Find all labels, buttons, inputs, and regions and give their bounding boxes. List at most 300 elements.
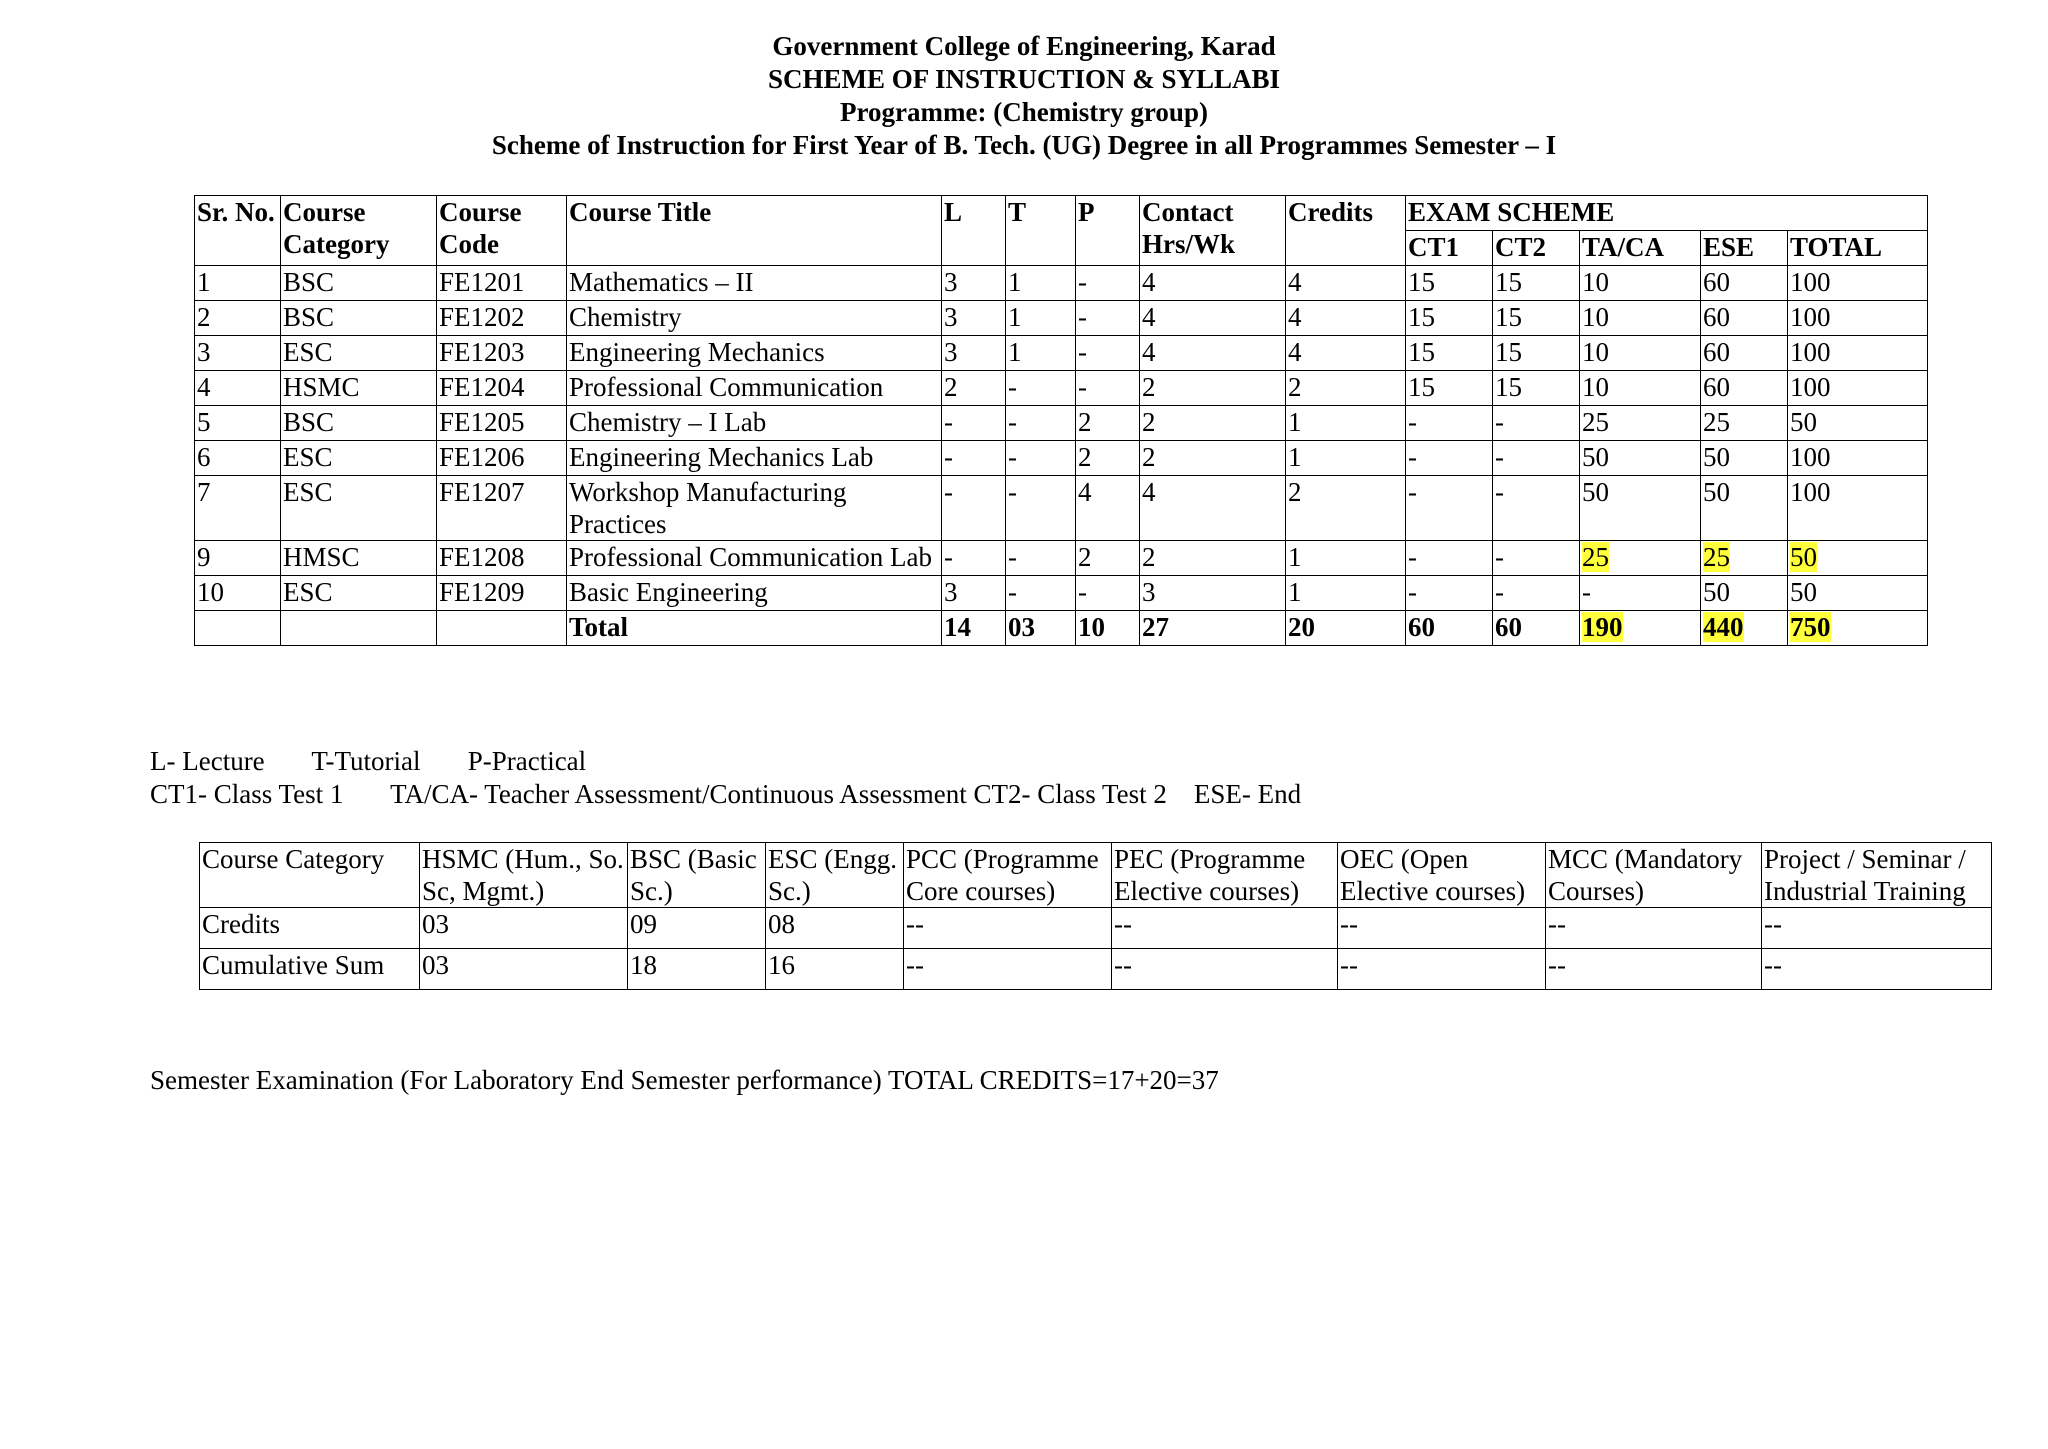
- table-row: [195, 336, 1928, 371]
- table-cell: [1580, 301, 1701, 336]
- table-cell: [437, 406, 567, 441]
- table-cell: [437, 541, 567, 576]
- header-title: Course Title: [567, 196, 942, 266]
- cell-text: -: [1078, 267, 1087, 297]
- cell-text: -: [1495, 477, 1504, 507]
- cell-text: BSC: [283, 407, 335, 437]
- table-row: [195, 441, 1928, 476]
- header-taca: TA/CA: [1580, 231, 1701, 266]
- cell-text: 4: [1288, 302, 1302, 332]
- table-cell: [1788, 441, 1928, 476]
- table-row: [195, 266, 1928, 301]
- cell-text: 50: [1703, 577, 1730, 607]
- cell-text: 60: [1703, 267, 1730, 297]
- cell-text: 1: [1288, 407, 1302, 437]
- table-cell: [1580, 336, 1701, 371]
- programme-title: Programme: (Chemistry group): [840, 97, 1208, 127]
- cell-text: -: [1008, 407, 1017, 437]
- table-cell: [1140, 541, 1286, 576]
- table-cell: [1140, 336, 1286, 371]
- table-cell: [281, 406, 437, 441]
- cell-text: 4: [1142, 477, 1156, 507]
- cell-text: Professional Communication Lab: [569, 542, 932, 572]
- cell-text: Professional Communication: [569, 372, 884, 402]
- table-cell: [195, 406, 281, 441]
- total-cell: [1493, 611, 1580, 646]
- category-cell: --: [1546, 908, 1762, 949]
- category-header-cell: BSC (Basic Sc.): [628, 843, 766, 908]
- cell-text: 1: [1288, 577, 1302, 607]
- table-cell: [942, 476, 1006, 541]
- cell-text: BSC: [283, 302, 335, 332]
- cell-text: 10: [1078, 612, 1105, 642]
- cell-text: -: [1008, 372, 1017, 402]
- table-cell: [281, 336, 437, 371]
- table-cell: [1006, 301, 1076, 336]
- table-cell: [281, 476, 437, 541]
- cell-text: 50: [1790, 542, 1817, 572]
- cell-text: 50: [1703, 477, 1730, 507]
- table-cell: [1006, 371, 1076, 406]
- cell-text: FE1202: [439, 302, 525, 332]
- table-row: [195, 576, 1928, 611]
- cell-text: 15: [1408, 267, 1435, 297]
- category-header-cell: Course Category: [200, 843, 420, 908]
- table-cell: [195, 301, 281, 336]
- category-cell: --: [1338, 908, 1546, 949]
- cell-text: 10: [197, 577, 224, 607]
- cell-text: 100: [1790, 372, 1831, 402]
- total-cell: [1286, 611, 1406, 646]
- cell-text: -: [1078, 372, 1087, 402]
- table-cell: [1286, 541, 1406, 576]
- table-cell: [1006, 441, 1076, 476]
- cell-text: -: [1078, 337, 1087, 367]
- table-cell: [195, 441, 281, 476]
- table-cell: [281, 301, 437, 336]
- table-cell: [567, 336, 942, 371]
- cell-text: FE1207: [439, 477, 525, 507]
- table-cell: [281, 371, 437, 406]
- table-cell: [1788, 576, 1928, 611]
- cell-text: 10: [1582, 372, 1609, 402]
- category-header-cell: OEC (Open Elective courses): [1338, 843, 1546, 908]
- header-t: T: [1006, 196, 1076, 266]
- cell-text: FE1205: [439, 407, 525, 437]
- total-cell: [1006, 611, 1076, 646]
- cell-text: 1: [197, 267, 211, 297]
- cell-text: FE1201: [439, 267, 525, 297]
- cell-text: 15: [1495, 372, 1522, 402]
- table-cell: [1076, 541, 1140, 576]
- table-cell: [1076, 476, 1140, 541]
- cell-text: 50: [1790, 407, 1817, 437]
- cell-text: 1: [1288, 542, 1302, 572]
- table-cell: [1788, 541, 1928, 576]
- header-sr: Sr. No.: [195, 196, 281, 266]
- cell-text: -: [1078, 302, 1087, 332]
- total-cell: [567, 611, 942, 646]
- table-cell: [1493, 371, 1580, 406]
- table-cell: [942, 441, 1006, 476]
- table-cell: [1406, 476, 1493, 541]
- table-cell: [1493, 301, 1580, 336]
- cell-text: 3: [944, 267, 958, 297]
- cell-text: 15: [1495, 337, 1522, 367]
- cell-text: 60: [1703, 372, 1730, 402]
- cell-text: HMSC: [283, 542, 360, 572]
- table-cell: [1406, 336, 1493, 371]
- cell-text: Workshop Manufacturing Practices: [569, 477, 847, 539]
- table-cell: [1140, 371, 1286, 406]
- table-row: [195, 541, 1928, 576]
- cell-text: FE1204: [439, 372, 525, 402]
- table-cell: [1286, 476, 1406, 541]
- table-cell: [1076, 301, 1140, 336]
- total-row: [195, 611, 1928, 646]
- cell-text: 2: [197, 302, 211, 332]
- table-cell: [1580, 576, 1701, 611]
- table-cell: [1701, 541, 1788, 576]
- table-cell: [1286, 441, 1406, 476]
- table-cell: [1286, 576, 1406, 611]
- table-cell: [1006, 266, 1076, 301]
- cell-text: -: [1408, 442, 1417, 472]
- table-cell: [567, 406, 942, 441]
- category-cell: 08: [766, 908, 904, 949]
- header-credits: Credits: [1286, 196, 1406, 266]
- header-row: [195, 196, 1928, 231]
- cell-text: 2: [944, 372, 958, 402]
- cell-text: 4: [1142, 337, 1156, 367]
- cell-text: FE1203: [439, 337, 525, 367]
- table-cell: [1006, 476, 1076, 541]
- total-cell: [1701, 611, 1788, 646]
- table-cell: [1006, 576, 1076, 611]
- cell-text: 4: [1142, 267, 1156, 297]
- table-cell: [1788, 266, 1928, 301]
- table-cell: [1286, 266, 1406, 301]
- cell-text: -: [1408, 477, 1417, 507]
- cell-text: 1: [1008, 267, 1022, 297]
- table-cell: [1406, 541, 1493, 576]
- cell-text: 1: [1288, 442, 1302, 472]
- cell-text: 440: [1703, 612, 1744, 642]
- table-cell: [567, 441, 942, 476]
- cell-text: 60: [1703, 337, 1730, 367]
- cell-text: 7: [197, 477, 211, 507]
- table-cell: [1701, 406, 1788, 441]
- total-credits-note: Semester Examination (For Laboratory End Semester performance) TOTAL CREDITS=17+20=37: [150, 1065, 1219, 1095]
- table-cell: [1076, 266, 1140, 301]
- header-total: TOTAL: [1788, 231, 1928, 266]
- cell-text: 2: [1078, 407, 1092, 437]
- table-cell: [1076, 406, 1140, 441]
- cell-text: Engineering Mechanics: [569, 337, 825, 367]
- cell-text: 25: [1582, 407, 1609, 437]
- cell-text: 4: [1142, 302, 1156, 332]
- table-cell: [942, 371, 1006, 406]
- table-cell: [195, 336, 281, 371]
- table-cell: [1406, 441, 1493, 476]
- table-cell: [567, 541, 942, 576]
- cell-text: 15: [1408, 302, 1435, 332]
- cell-text: FE1208: [439, 542, 525, 572]
- category-header-cell: Project / Seminar / Industrial Training: [1762, 843, 1992, 908]
- header-category: Course Category: [281, 196, 437, 266]
- table-cell: [1140, 406, 1286, 441]
- table-cell: [1406, 576, 1493, 611]
- cell-text: Total: [569, 612, 629, 642]
- table-cell: [195, 541, 281, 576]
- table-cell: [1493, 441, 1580, 476]
- table-cell: [942, 576, 1006, 611]
- category-cell: 03: [420, 949, 628, 990]
- table-cell: [1406, 266, 1493, 301]
- cell-text: -: [1495, 442, 1504, 472]
- cell-text: 9: [197, 542, 211, 572]
- cell-text: 50: [1703, 442, 1730, 472]
- cell-text: 2: [1078, 542, 1092, 572]
- cell-text: -: [1008, 477, 1017, 507]
- semester-title: Scheme of Instruction for First Year of B. Tech. (UG) Degree in all Programmes Semester – I: [491, 130, 1557, 160]
- cell-text: 2: [1288, 477, 1302, 507]
- cell-text: 100: [1790, 442, 1831, 472]
- legend-line-1: L- Lecture T-Tutorial P-Practical: [150, 746, 587, 776]
- table-cell: [1406, 406, 1493, 441]
- category-cell: --: [1762, 949, 1992, 990]
- table-cell: [1140, 441, 1286, 476]
- cell-text: -: [1408, 542, 1417, 572]
- cell-text: HSMC: [283, 372, 360, 402]
- header-exam-scheme: EXAM SCHEME: [1406, 196, 1928, 231]
- table-cell: [942, 406, 1006, 441]
- cell-text: 60: [1408, 612, 1435, 642]
- table-cell: [1701, 336, 1788, 371]
- table-cell: [942, 301, 1006, 336]
- cell-text: 2: [1142, 407, 1156, 437]
- cell-text: ESC: [283, 577, 333, 607]
- table-cell: [1493, 336, 1580, 371]
- cell-text: 03: [1008, 612, 1035, 642]
- table-cell: [1286, 371, 1406, 406]
- cell-text: Mathematics – II: [569, 267, 754, 297]
- table-cell: [1580, 476, 1701, 541]
- table-cell: [942, 336, 1006, 371]
- table-cell: [1701, 371, 1788, 406]
- table-cell: [437, 371, 567, 406]
- cell-text: -: [1495, 542, 1504, 572]
- cell-text: 50: [1790, 577, 1817, 607]
- table-cell: [1140, 476, 1286, 541]
- table-cell: [1580, 266, 1701, 301]
- table-cell: [1076, 336, 1140, 371]
- total-cell: [195, 611, 281, 646]
- header-contact: Contact Hrs/Wk: [1140, 196, 1286, 266]
- cell-text: 2: [1142, 372, 1156, 402]
- category-cell: --: [1338, 949, 1546, 990]
- cell-text: 750: [1790, 612, 1831, 642]
- cell-text: 3: [944, 577, 958, 607]
- total-cell: [1406, 611, 1493, 646]
- cell-text: 50: [1582, 442, 1609, 472]
- table-cell: [437, 576, 567, 611]
- cell-text: -: [944, 542, 953, 572]
- table-cell: [281, 266, 437, 301]
- header-p: P: [1076, 196, 1140, 266]
- cell-text: -: [1582, 577, 1591, 607]
- category-cell: Cumulative Sum: [200, 949, 420, 990]
- table-row: [195, 406, 1928, 441]
- table-cell: [1140, 576, 1286, 611]
- table-cell: [1286, 336, 1406, 371]
- table-cell: [567, 266, 942, 301]
- cell-text: 10: [1582, 337, 1609, 367]
- category-credits-table: [199, 842, 1992, 990]
- table-cell: [1493, 406, 1580, 441]
- cell-text: ESC: [283, 477, 333, 507]
- scheme-table: [194, 195, 1928, 646]
- category-header-cell: ESC (Engg. Sc.): [766, 843, 904, 908]
- cell-text: 4: [1288, 337, 1302, 367]
- table-cell: [1701, 476, 1788, 541]
- category-cell: 09: [628, 908, 766, 949]
- category-cell: --: [1112, 908, 1338, 949]
- table-cell: [1076, 371, 1140, 406]
- table-cell: [437, 441, 567, 476]
- table-cell: [195, 371, 281, 406]
- table-cell: [437, 301, 567, 336]
- cell-text: 60: [1703, 302, 1730, 332]
- table-cell: [1580, 406, 1701, 441]
- cell-text: 15: [1495, 302, 1522, 332]
- cell-text: 10: [1582, 302, 1609, 332]
- cell-text: 100: [1790, 302, 1831, 332]
- category-header-row: [200, 843, 1992, 908]
- table-cell: [1076, 441, 1140, 476]
- cell-text: 3: [944, 302, 958, 332]
- cell-text: 2: [1078, 442, 1092, 472]
- category-cell: --: [1546, 949, 1762, 990]
- cell-text: -: [1008, 542, 1017, 572]
- cell-text: 6: [197, 442, 211, 472]
- table-cell: [1788, 336, 1928, 371]
- table-cell: [1140, 266, 1286, 301]
- cell-text: Basic Engineering: [569, 577, 768, 607]
- cell-text: FE1209: [439, 577, 525, 607]
- cell-text: 25: [1703, 542, 1730, 572]
- total-cell: [942, 611, 1006, 646]
- table-cell: [281, 576, 437, 611]
- cell-text: 15: [1495, 267, 1522, 297]
- cell-text: 1: [1008, 337, 1022, 367]
- cell-text: -: [1495, 577, 1504, 607]
- table-cell: [1580, 541, 1701, 576]
- total-cell: [1580, 611, 1701, 646]
- cell-text: 190: [1582, 612, 1623, 642]
- table-cell: [1140, 301, 1286, 336]
- table-cell: [1286, 301, 1406, 336]
- table-cell: [1493, 541, 1580, 576]
- table-cell: [195, 266, 281, 301]
- cell-text: -: [1008, 442, 1017, 472]
- total-cell: [281, 611, 437, 646]
- college-name: Government College of Engineering, Karad: [772, 31, 1276, 61]
- cell-text: 15: [1408, 372, 1435, 402]
- table-cell: [1493, 476, 1580, 541]
- table-cell: [281, 441, 437, 476]
- total-cell: [1140, 611, 1286, 646]
- cell-text: 25: [1582, 542, 1609, 572]
- table-cell: [1406, 371, 1493, 406]
- cell-text: 1: [1008, 302, 1022, 332]
- table-cell: [195, 476, 281, 541]
- cell-text: -: [1495, 407, 1504, 437]
- category-header-cell: PCC (Programme Core courses): [904, 843, 1112, 908]
- table-cell: [437, 476, 567, 541]
- cell-text: 100: [1790, 337, 1831, 367]
- table-row: [195, 301, 1928, 336]
- table-cell: [1701, 266, 1788, 301]
- table-cell: [1006, 541, 1076, 576]
- cell-text: 3: [197, 337, 211, 367]
- document-header: [0, 30, 2048, 162]
- cell-text: 25: [1703, 407, 1730, 437]
- cell-text: 2: [1142, 542, 1156, 572]
- table-cell: [1286, 406, 1406, 441]
- table-row: [195, 476, 1928, 541]
- cell-text: 3: [1142, 577, 1156, 607]
- cell-text: -: [1408, 407, 1417, 437]
- total-cell: [1076, 611, 1140, 646]
- header-l: L: [942, 196, 1006, 266]
- cell-text: 14: [944, 612, 971, 642]
- cell-text: -: [944, 477, 953, 507]
- cell-text: 2: [1288, 372, 1302, 402]
- cell-text: 4: [1288, 267, 1302, 297]
- category-cell: Credits: [200, 908, 420, 949]
- cell-text: 4: [197, 372, 211, 402]
- table-cell: [1788, 371, 1928, 406]
- table-cell: [1701, 301, 1788, 336]
- cell-text: 27: [1142, 612, 1169, 642]
- table-row: [195, 371, 1928, 406]
- table-cell: [195, 576, 281, 611]
- cell-text: 15: [1408, 337, 1435, 367]
- header-ese: ESE: [1701, 231, 1788, 266]
- table-cell: [437, 266, 567, 301]
- category-row: [200, 949, 1992, 990]
- table-cell: [281, 541, 437, 576]
- cell-text: ESC: [283, 337, 333, 367]
- cell-text: FE1206: [439, 442, 525, 472]
- cell-text: 100: [1790, 267, 1831, 297]
- table-cell: [567, 371, 942, 406]
- table-cell: [1493, 266, 1580, 301]
- header-ct1: CT1: [1406, 231, 1493, 266]
- cell-text: 100: [1790, 477, 1831, 507]
- table-cell: [567, 576, 942, 611]
- table-cell: [1788, 476, 1928, 541]
- category-cell: --: [904, 908, 1112, 949]
- cell-text: Chemistry: [569, 302, 682, 332]
- category-cell: 16: [766, 949, 904, 990]
- table-cell: [942, 266, 1006, 301]
- legend-line-2: CT1- Class Test 1 TA/CA- Teacher Assessment/Continuous Assessment CT2- Class Test 2 ESE- End: [150, 779, 1302, 809]
- cell-text: 5: [197, 407, 211, 437]
- cell-text: 4: [1078, 477, 1092, 507]
- total-cell: [437, 611, 567, 646]
